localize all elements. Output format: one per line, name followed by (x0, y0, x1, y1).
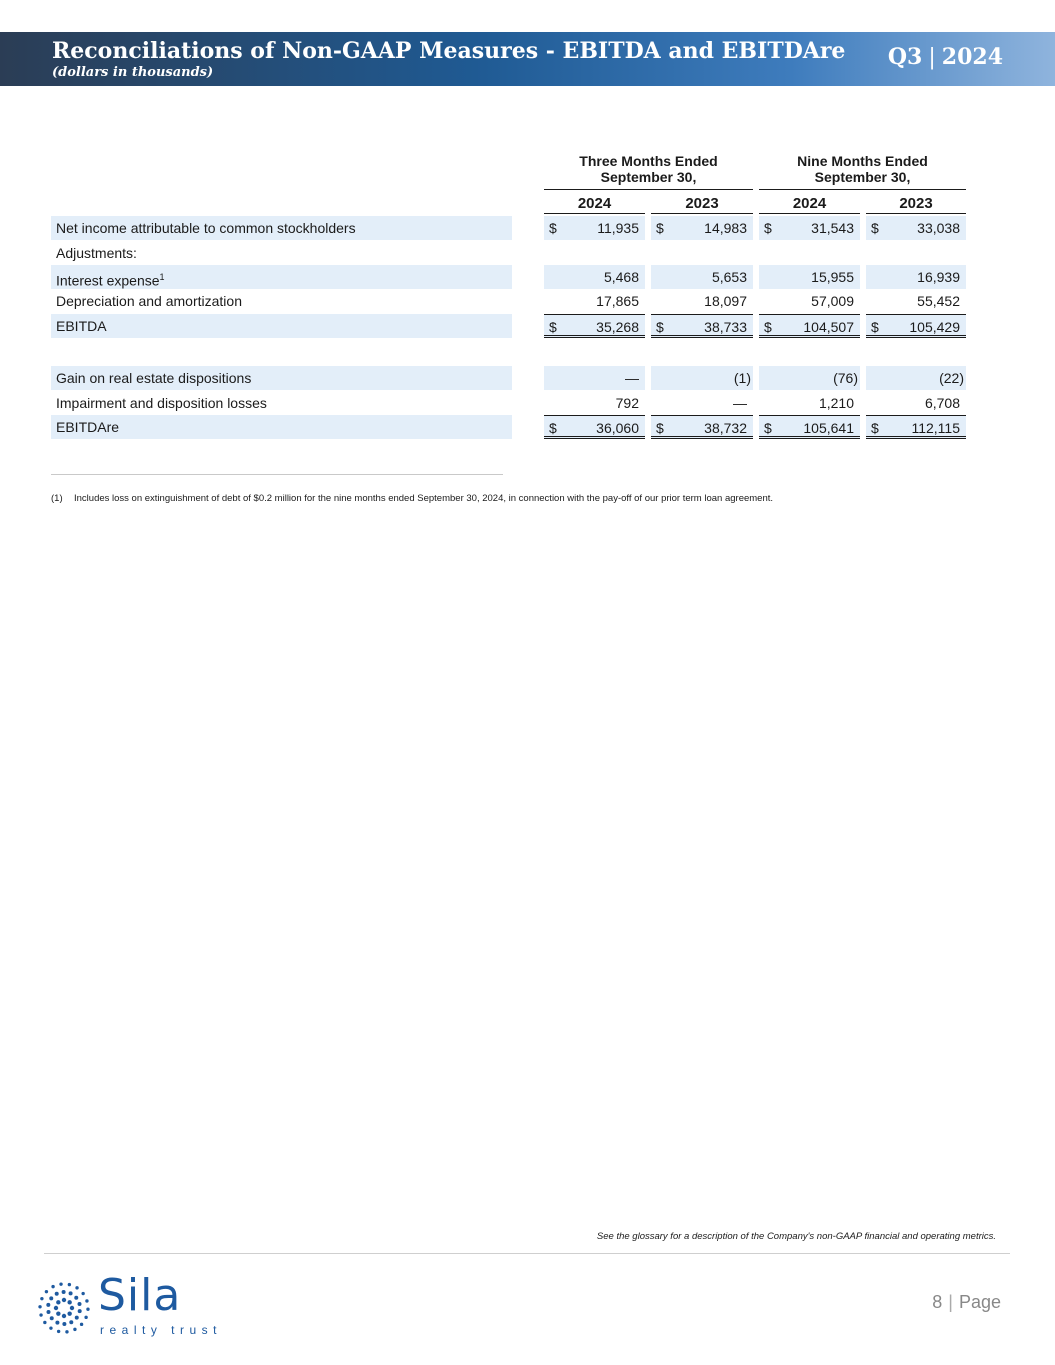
table-cell: $ 105,429 (866, 314, 966, 338)
row-label: Depreciation and amortization (56, 293, 242, 309)
table-cell: 55,452 (917, 293, 960, 309)
table-cell: $ 14,983 (651, 216, 753, 240)
glossary-note: See the glossary for a description of the Company's non-GAAP financial and operating metrics. (596, 1231, 996, 1242)
table-cell: 1,210 (818, 395, 854, 411)
three-months-header: Three Months Ended September 30, (544, 153, 753, 190)
page-label: Page (958, 1292, 1001, 1312)
report-period (888, 44, 1003, 70)
row-label: EBITDA (51, 314, 512, 338)
table-cell: (76) (759, 366, 860, 390)
table-row-depreciation (0, 289, 1055, 313)
table-cell: 17,865 (596, 293, 639, 309)
table-row-ebitdare (0, 415, 1055, 439)
footnote-divider (51, 474, 503, 475)
page-title: Reconciliations of Non-GAAP Measures - EBITDA and EBITDAre (52, 38, 846, 64)
table-cell: 15,955 (759, 265, 860, 289)
table-cell: $ 31,543 (759, 216, 860, 240)
row-label: Gain on real estate dispositions (51, 366, 512, 390)
table-cell: $ 105,641 (759, 415, 860, 439)
table-cell: (22) (866, 366, 966, 390)
starburst-logo-icon (32, 1276, 96, 1340)
table-cell: 5,468 (544, 265, 645, 289)
company-logo (32, 1270, 232, 1342)
table-row-interest-expense (0, 265, 1055, 289)
table-cell: $ 38,732 (651, 415, 753, 439)
table-cell: 5,653 (651, 265, 753, 289)
table-cell: $ 11,935 (544, 216, 645, 240)
quarter-label: Q3 (887, 44, 923, 70)
table-cell: $ 33,038 (866, 216, 966, 240)
year-header-q3-2024: 2024 (544, 195, 645, 214)
year-header-ytd-2023: 2023 (866, 195, 966, 214)
table-cell: 6,708 (924, 395, 960, 411)
table-cell: 16,939 (866, 265, 966, 289)
table-cell: 18,097 (704, 293, 747, 309)
footnote-number: (1) (51, 493, 63, 504)
table-cell: $ 104,507 (759, 314, 860, 338)
year-label: 2024 (941, 44, 1003, 70)
table-row-impairment (0, 391, 1055, 415)
footnote-text: Includes loss on extinguishment of debt of $0.2 million for the nine months ended September 30, 2024, in connection with the pay-off of our prior term loan agreement. (74, 493, 774, 504)
year-header-ytd-2024: 2024 (759, 195, 860, 214)
period-separator: | (928, 45, 936, 70)
year-header-q3-2023: 2023 (651, 195, 753, 214)
row-label: Adjustments: (56, 245, 137, 261)
table-cell: $ 112,115 (866, 415, 966, 439)
table-cell: (1) (651, 366, 753, 390)
page-number-value: 8 (932, 1292, 943, 1312)
page-number (932, 1292, 1001, 1313)
table-cell: — (733, 395, 747, 411)
table-row-net-income (0, 216, 1055, 240)
header-banner (0, 32, 1055, 86)
table-cell: 57,009 (811, 293, 854, 309)
page-subtitle: (dollars in thousands) (52, 65, 214, 80)
table-cell: $ 38,733 (651, 314, 753, 338)
row-label: Interest expense$^1$ (51, 265, 512, 289)
table-row-adjustments (0, 241, 1055, 265)
row-label: Net income attributable to common stockholders (51, 216, 512, 240)
table-cell: 792 (615, 395, 639, 411)
row-label: Impairment and disposition losses (56, 395, 267, 411)
page-separator: | (948, 1292, 953, 1312)
nine-months-header: Nine Months Ended September 30, (759, 153, 966, 190)
table-row-ebitda (0, 314, 1055, 338)
footnote-marker: 1 (159, 272, 165, 282)
table-row-gain-dispositions (0, 366, 1055, 390)
table-cell: $ 35,268 (544, 314, 645, 338)
footnote (51, 493, 773, 504)
footer-divider (44, 1253, 1010, 1254)
table-cell: $ 36,060 (544, 415, 645, 439)
logo-tagline: realty trust (100, 1323, 223, 1337)
row-label: EBITDAre (51, 415, 512, 439)
logo-wordmark: Sila (98, 1270, 182, 1321)
table-cell: — (544, 366, 645, 390)
